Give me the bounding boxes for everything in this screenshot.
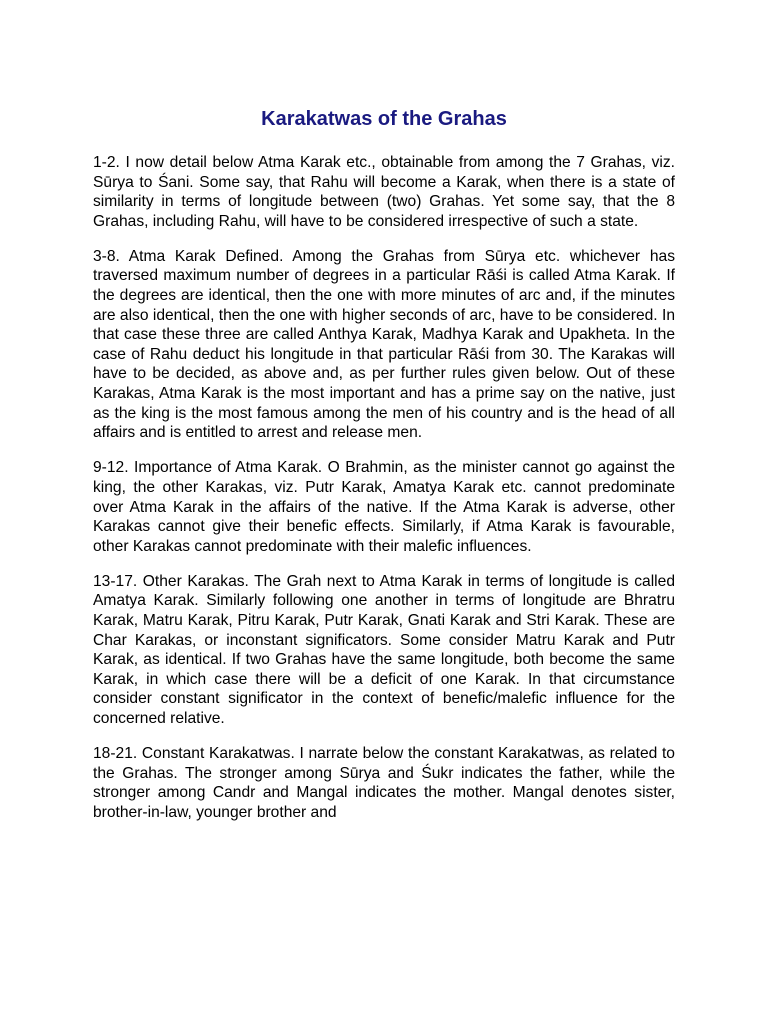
paragraph-3-8: 3-8. Atma Karak Defined. Among the Grahas from Sūrya etc. whichever has traversed maximum number of degrees in a particular Rāśi is called Atma Karak. If the degrees are identical, then the one with more minutes of arc and, if the minutes are also identical, then the one with higher seconds of arc, have to be considered. In that case these three are called Anthya Karak, Madhya Karak and Upakheta. In the case of Rahu deduct his longitude in that particular Rāśi from 30. The Karakas will have to be decided, as above and, as per further rules given below. Out of these Karakas, Atma Karak is the most important and has a prime say on the native, just as the king is the most famous among the men of his country and is the head of all affairs and is entitled to arrest and release men. bbox=[93, 247, 675, 442]
document-page bbox=[93, 0, 675, 822]
paragraph-1-2: 1-2. I now detail below Atma Karak etc., obtainable from among the 7 Grahas, viz. Sūrya to Śani. Some say, that Rahu will become a Karak, when there is a state of similarity in terms of longitude between (two) Grahas. Yet some say, that the 8 Grahas, including Rahu, will have to be considered irrespective of such a state. bbox=[93, 154, 675, 230]
paragraph-13-17: 13-17. Other Karakas. The Grah next to Atma Karak in terms of longitude is called Amatya Karak. Similarly following one another in terms of longitude are Bhratru Karak, Matru Karak, Pitru Karak, Putr Karak, Gnati Karak and Stri Karak. These are Char Karakas, or inconstant significators. Some consider Matru Karak and Putr Karak, as identical. If two Grahas have the same longitude, both become the same Karak, in which case there will be a deficit of one Karak. In that circumstance consider constant significator in the context of benefic/malefic influence for the concerned relative. bbox=[93, 572, 675, 727]
document-title: Karakatwas of the Grahas bbox=[261, 108, 507, 130]
paragraph-9-12: 9-12. Importance of Atma Karak. O Brahmin, as the minister cannot go against the king, the other Karakas, viz. Putr Karak, Amatya Karak etc. cannot predominate over Atma Karak in the affairs of the native. If the Atma Karak is adverse, other Karakas cannot give their benefic effects. Similarly, if Atma Karak is favourable, other Karakas cannot predominate with their malefic influences. bbox=[93, 459, 675, 555]
paragraph-18-21: 18-21. Constant Karakatwas. I narrate below the constant Karakatwas, as related to the Grahas. The stronger among Sūrya and Śukr indicates the father, while the stronger among Candr and Mangal indicates the mother. Mangal denotes sister, brother-in-law, younger brother and bbox=[93, 745, 675, 821]
